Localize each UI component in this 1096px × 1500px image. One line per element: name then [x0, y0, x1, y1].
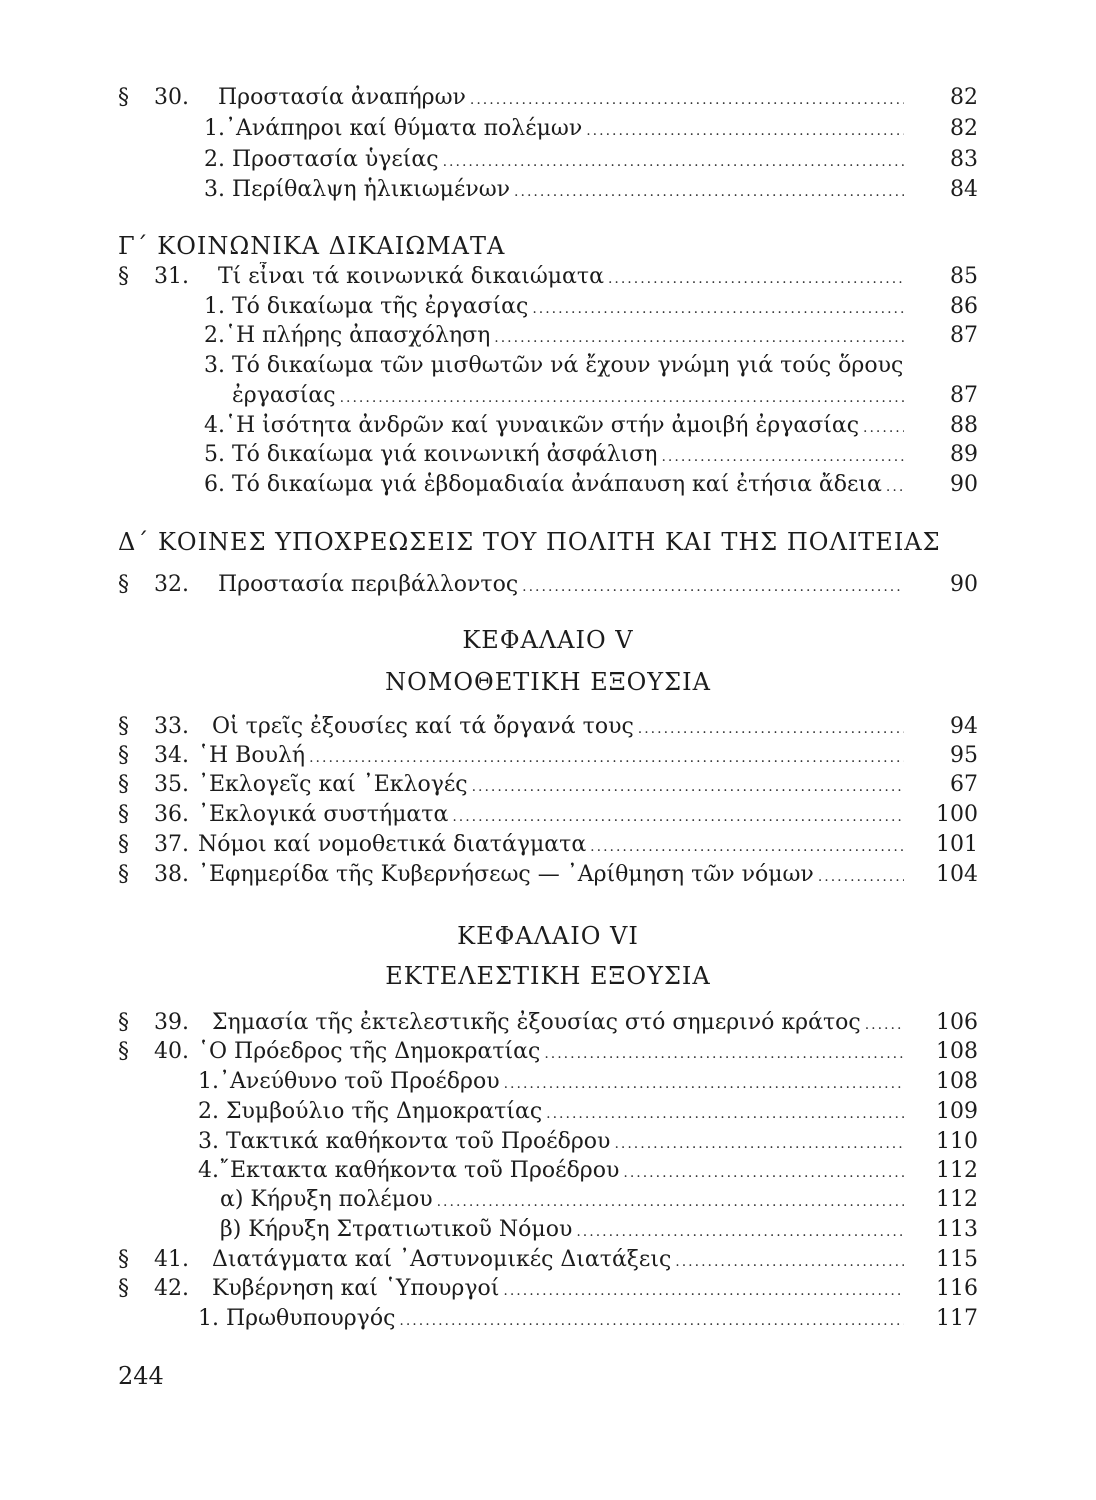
item-title: 1. Πρωθυπουργός	[198, 1306, 396, 1331]
leader-dots	[675, 1247, 904, 1275]
toc-item-42-1	[198, 1304, 978, 1334]
toc-item-31-4	[204, 411, 978, 441]
leader-dots	[586, 116, 904, 144]
section-number: 41.	[154, 1247, 189, 1272]
section-number: 31.	[154, 264, 189, 289]
leader-dots	[514, 177, 904, 205]
toc-item-40-4a	[220, 1185, 978, 1215]
item-title: 1.᾿Ανάπηροι καί θύματα πολέμων	[204, 116, 583, 141]
item-title: 1. Τό δικαίωμα τῆς ἐργασίας	[204, 294, 529, 319]
item-title: β) Κήρυξη Στρατιωτικοῦ Νόμου	[220, 1217, 573, 1242]
page-number: 87	[950, 323, 978, 348]
page-number: 106	[936, 1010, 978, 1035]
section-title: ᾿Εφημερίδα τῆς Κυβερνήσεως — ᾿Αρίθμηση τῶν νόμων	[198, 862, 814, 887]
page-number: 84	[950, 177, 978, 202]
page-number: 82	[950, 116, 978, 141]
page-number: 67	[950, 772, 978, 797]
leader-dots	[590, 832, 904, 860]
section-number: 32.	[154, 572, 189, 597]
section-number: 40.	[154, 1039, 189, 1064]
leader-dots	[443, 147, 904, 175]
leader-dots	[818, 862, 904, 890]
leader-dots	[863, 413, 904, 441]
item-title: α) Κήρυξη πολέμου	[220, 1187, 433, 1212]
toc-item-31-5	[204, 440, 978, 470]
toc-item-30-2	[204, 145, 978, 175]
section-title: Προστασία περιβάλλοντος	[218, 572, 519, 597]
leader-dots	[638, 714, 904, 742]
page-number: 89	[950, 442, 978, 467]
page-number: 115	[936, 1247, 978, 1272]
section-number: 30.	[154, 85, 189, 110]
item-title: 6. Τό δικαίωμα γιά ἑβδομαδιαία ἀνάπαυση καί ἐτήσια ἄδεια	[204, 472, 882, 497]
leader-dots	[437, 1187, 904, 1215]
item-title: 2. Προστασία ὑγείας	[204, 147, 439, 172]
page-folio: 244	[118, 1362, 164, 1390]
toc-item-31-1	[204, 292, 978, 322]
toc-item-30-3	[204, 175, 978, 205]
page-number: 116	[936, 1276, 978, 1301]
leader-dots	[522, 572, 904, 600]
part-heading-d: Δ΄ ΚΟΙΝΕΣ ΥΠΟΧΡΕΩΣΕΙΣ ΤΟΥ ΠΟΛΙΤΗ ΚΑΙ ΤΗΣ ΠΟΛΙΤΕΙΑΣ	[118, 528, 941, 556]
page-number: 100	[936, 802, 978, 827]
toc-item-40-3	[198, 1127, 978, 1157]
section-title: ᾿Εκλογεῖς καί ᾿Εκλογές	[198, 772, 468, 797]
chapter-label-v: ΚΕΦΑΛΑΙΟ V	[462, 626, 634, 654]
page-number: 117	[936, 1306, 978, 1331]
page-number: 110	[936, 1129, 978, 1154]
toc-item-40-1	[198, 1067, 978, 1097]
section-number: 36.	[154, 802, 189, 827]
page-number: 82	[950, 85, 978, 110]
page-number: 87	[950, 383, 978, 408]
section-title: ᾿Εκλογικά συστήματα	[198, 802, 449, 827]
item-title: 2. Συμβούλιο τῆς Δημοκρατίας	[198, 1099, 543, 1124]
toc-item-31-2	[204, 321, 978, 351]
section-title: Σημασία τῆς ἐκτελεστικῆς ἐξουσίας στό σημερινό κράτος	[212, 1010, 861, 1035]
toc-item-31-3-line1	[204, 351, 978, 381]
leader-dots	[452, 802, 904, 830]
chapter-title-vi: ΕΚΤΕΛΕΣΤΙΚΗ ΕΞΟΥΣΙΑ	[385, 962, 711, 990]
section-title: Τί εἶναι τά κοινωνικά δικαιώματα	[218, 264, 604, 289]
leader-dots	[340, 383, 904, 411]
page-number: 101	[936, 832, 978, 857]
leader-dots	[504, 1069, 904, 1097]
page-number: 94	[950, 714, 978, 739]
toc-section-32: § 32. Προστασία περιβάλλοντος ..... 90	[118, 570, 978, 600]
leader-dots	[399, 1306, 904, 1334]
leader-dots	[503, 1276, 904, 1304]
leader-dots	[472, 772, 904, 800]
item-title: 5. Τό δικαίωμα γιά κοινωνική ἀσφάλιση	[204, 442, 658, 467]
toc-section-40: § 40. ῾Ο Πρόεδρος τῆς Δημοκρατίας ..... 108	[118, 1037, 978, 1067]
section-title: ῾Ο Πρόεδρος τῆς Δημοκρατίας	[198, 1039, 541, 1064]
toc-item-31-6	[204, 470, 978, 500]
leader-dots	[470, 85, 904, 113]
leader-dots	[661, 442, 904, 470]
toc-item-30-1	[204, 114, 978, 144]
page-number: 90	[950, 472, 978, 497]
toc-section-36: § 36. ᾿Εκλογικά συστήματα ..... 100	[118, 800, 978, 830]
page-number: 108	[936, 1039, 978, 1064]
page-number: 83	[950, 147, 978, 172]
chapter-label-vi: ΚΕΦΑΛΑΙΟ VI	[457, 922, 639, 950]
toc-section-34: § 34. ῾Η Βουλή ..... 95	[118, 741, 978, 771]
item-title: ἐργασίας	[232, 383, 336, 408]
section-title: Οἱ τρεῖς ἐξουσίες καί τά ὄργανά τους	[212, 714, 634, 739]
leader-dots	[886, 472, 904, 500]
toc-section-35: § 35. ᾿Εκλογεῖς καί ᾿Εκλογές ..... 67	[118, 770, 978, 800]
leader-dots	[546, 1099, 904, 1127]
section-title: Διατάγματα καί ᾿Αστυνομικές Διατάξεις	[212, 1247, 672, 1272]
toc-item-40-4	[198, 1156, 978, 1186]
toc-section-31: § 31. Τί εἶναι τά κοινωνικά δικαιώματα ..... 85	[118, 262, 978, 292]
leader-dots	[576, 1217, 904, 1245]
item-title: 4.῎Εκτακτα καθήκοντα τοῦ Προέδρου	[198, 1158, 620, 1183]
toc-section-30: § 30. Προστασία ἀναπήρων ..... 82	[118, 83, 978, 113]
toc-section-33: § 33. Οἱ τρεῖς ἐξουσίες καί τά ὄργανά τους ..... 94	[118, 712, 978, 742]
section-number: 37.	[154, 832, 189, 857]
page-number: 90	[950, 572, 978, 597]
chapter-title-v: ΝΟΜΟΘΕΤΙΚΗ ΕΞΟΥΣΙΑ	[385, 668, 711, 696]
toc-section-41: § 41. Διατάγματα καί ᾿Αστυνομικές Διατάξεις ..... 115	[118, 1245, 978, 1275]
item-title: 1.᾿Ανεύθυνο τοῦ Προέδρου	[198, 1069, 500, 1094]
item-title: 3. Τακτικά καθήκοντα τοῦ Προέδρου	[198, 1129, 611, 1154]
leader-dots	[614, 1129, 904, 1157]
section-number: 34.	[154, 743, 189, 768]
toc-item-40-2	[198, 1097, 978, 1127]
leader-dots	[608, 264, 904, 292]
toc-section-37: § 37. Νόμοι καί νομοθετικά διατάγματα ..... 101	[118, 830, 978, 860]
page-number: 108	[936, 1069, 978, 1094]
item-title: 3. Τό δικαίωμα τῶν μισθωτῶν νά ἔχουν γνώμη γιά τούς ὅρους	[204, 353, 904, 378]
section-title: Νόμοι καί νομοθετικά διατάγματα	[198, 832, 587, 857]
page-number: 95	[950, 743, 978, 768]
toc-section-38: § 38. ᾿Εφημερίδα τῆς Κυβερνήσεως — ᾿Αρίθμηση τῶν νόμων ..... 104	[118, 860, 978, 890]
section-number: 35.	[154, 772, 189, 797]
toc-section-42: § 42. Κυβέρνηση καί ῾Υπουργοί ..... 116	[118, 1274, 978, 1304]
page-number: 104	[936, 862, 978, 887]
toc-section-39: § 39. Σημασία τῆς ἐκτελεστικῆς ἐξουσίας στό σημερινό κράτος ..... 106	[118, 1008, 978, 1038]
section-title: Προστασία ἀναπήρων	[218, 85, 466, 110]
item-title: 2.῾Η πλήρης ἀπασχόληση	[204, 323, 491, 348]
section-title: Κυβέρνηση καί ῾Υπουργοί	[212, 1276, 500, 1301]
item-title: 4.῾Η ἰσότητα ἀνδρῶν καί γυναικῶν στήν ἀμοιβή ἐργασίας	[204, 413, 860, 438]
section-number: 39.	[154, 1010, 189, 1035]
page-number: 112	[936, 1187, 978, 1212]
leader-dots	[494, 323, 904, 351]
page-number: 86	[950, 294, 978, 319]
section-number: 38.	[154, 862, 189, 887]
page-number: 85	[950, 264, 978, 289]
page-number: 112	[936, 1158, 978, 1183]
page-number: 109	[936, 1099, 978, 1124]
section-number: 42.	[154, 1276, 189, 1301]
page-number: 88	[950, 413, 978, 438]
leader-dots	[309, 743, 904, 771]
item-title: 3. Περίθαλψη ἡλικιωμένων	[204, 177, 511, 202]
page-number: 113	[936, 1217, 978, 1242]
section-title: ῾Η Βουλή	[198, 743, 306, 768]
leader-dots	[532, 294, 904, 322]
leader-dots	[623, 1158, 904, 1186]
section-number: 33.	[154, 714, 189, 739]
part-heading-g: Γ΄ ΚΟΙΝΩΝΙΚΑ ΔΙΚΑΙΩΜΑΤΑ	[118, 232, 506, 260]
toc-item-31-3-line2	[232, 381, 978, 411]
leader-dots	[865, 1010, 904, 1038]
leader-dots	[544, 1039, 904, 1067]
toc-item-40-4b	[220, 1215, 978, 1245]
